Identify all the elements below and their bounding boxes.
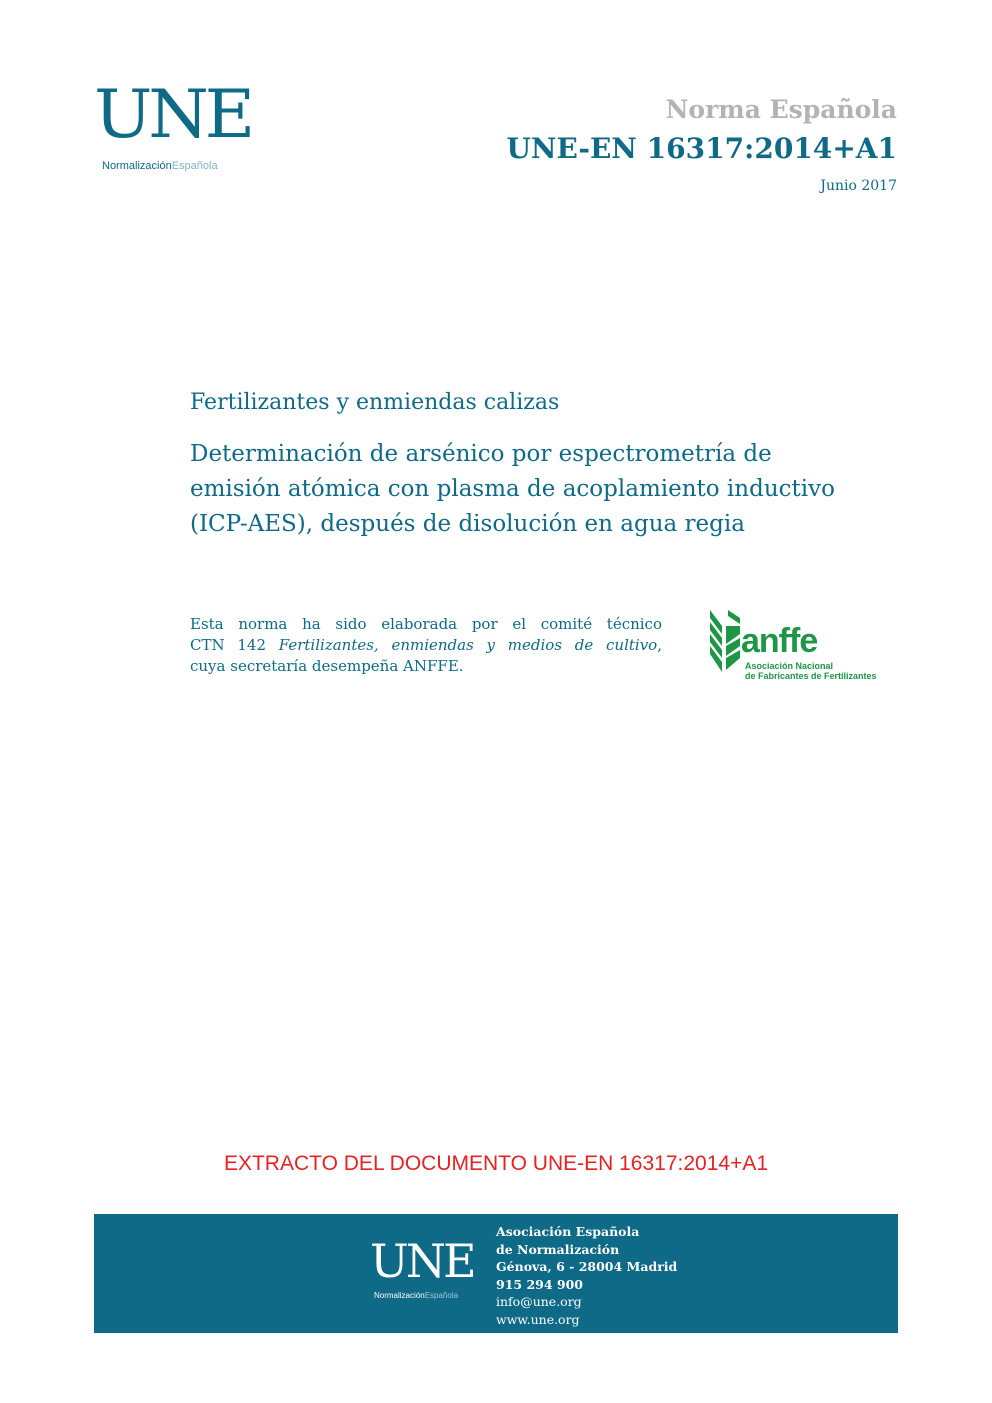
footer-band — [94, 1214, 898, 1333]
une-logo — [370, 1234, 480, 1312]
une-logo-letters: UNE — [370, 1234, 474, 1288]
document-title: Fertilizantes y enmiendas calizas — [190, 390, 560, 415]
document-subtitle — [190, 437, 910, 542]
committee-line: Esta norma ha sido elaborada por el comité técnico — [190, 615, 662, 633]
anffe-subtitle: Asociación Nacional — [745, 661, 834, 671]
anffe-wordmark: anffe — [741, 622, 818, 660]
contact-info — [496, 1223, 677, 1328]
address: Génova, 6 - 28004 Madrid — [496, 1259, 678, 1274]
email-link[interactable]: info@une.org — [496, 1294, 582, 1309]
phone: 915 294 900 — [496, 1276, 583, 1292]
une-logo-subtitle: NormalizaciónEspañola — [102, 160, 218, 172]
anffe-logo — [708, 608, 878, 684]
committee-line: CTN 142 Fertilizantes, enmiendas y medios de cultivo, — [190, 636, 662, 654]
publication-date: Junio 2017 — [820, 178, 897, 194]
org-name: Asociación Española — [496, 1224, 640, 1239]
standard-code: UNE-EN 16317:2014+A1 — [506, 132, 897, 165]
committee-statement — [190, 614, 662, 677]
website-link[interactable]: www.une.org — [496, 1311, 580, 1327]
org-name: de Normalización — [496, 1241, 620, 1257]
une-logo-subtitle: NormalizaciónEspañola — [374, 1291, 459, 1300]
committee-line: cuya secretaría desempeña ANFFE. — [190, 657, 464, 675]
subtitle-line: Determinación de arsénico por espectrometría de — [190, 441, 772, 467]
wheat-icon — [708, 608, 742, 674]
extract-notice: EXTRACTO DEL DOCUMENTO UNE-EN 16317:2014+A1 — [223, 1152, 769, 1175]
une-logo — [94, 76, 252, 180]
subtitle-line: (ICP-AES), después de disolución en agua regia — [190, 511, 745, 537]
subtitle-line: emisión atómica con plasma de acoplamiento inductivo — [190, 476, 835, 502]
committee-name: Fertilizantes, enmiendas y medios de cultivo — [278, 636, 658, 654]
une-logo-letters: UNE — [94, 76, 252, 153]
anffe-subtitle: de Fabricantes de Fertilizantes — [745, 671, 877, 681]
norma-label: Norma Española — [665, 95, 897, 124]
